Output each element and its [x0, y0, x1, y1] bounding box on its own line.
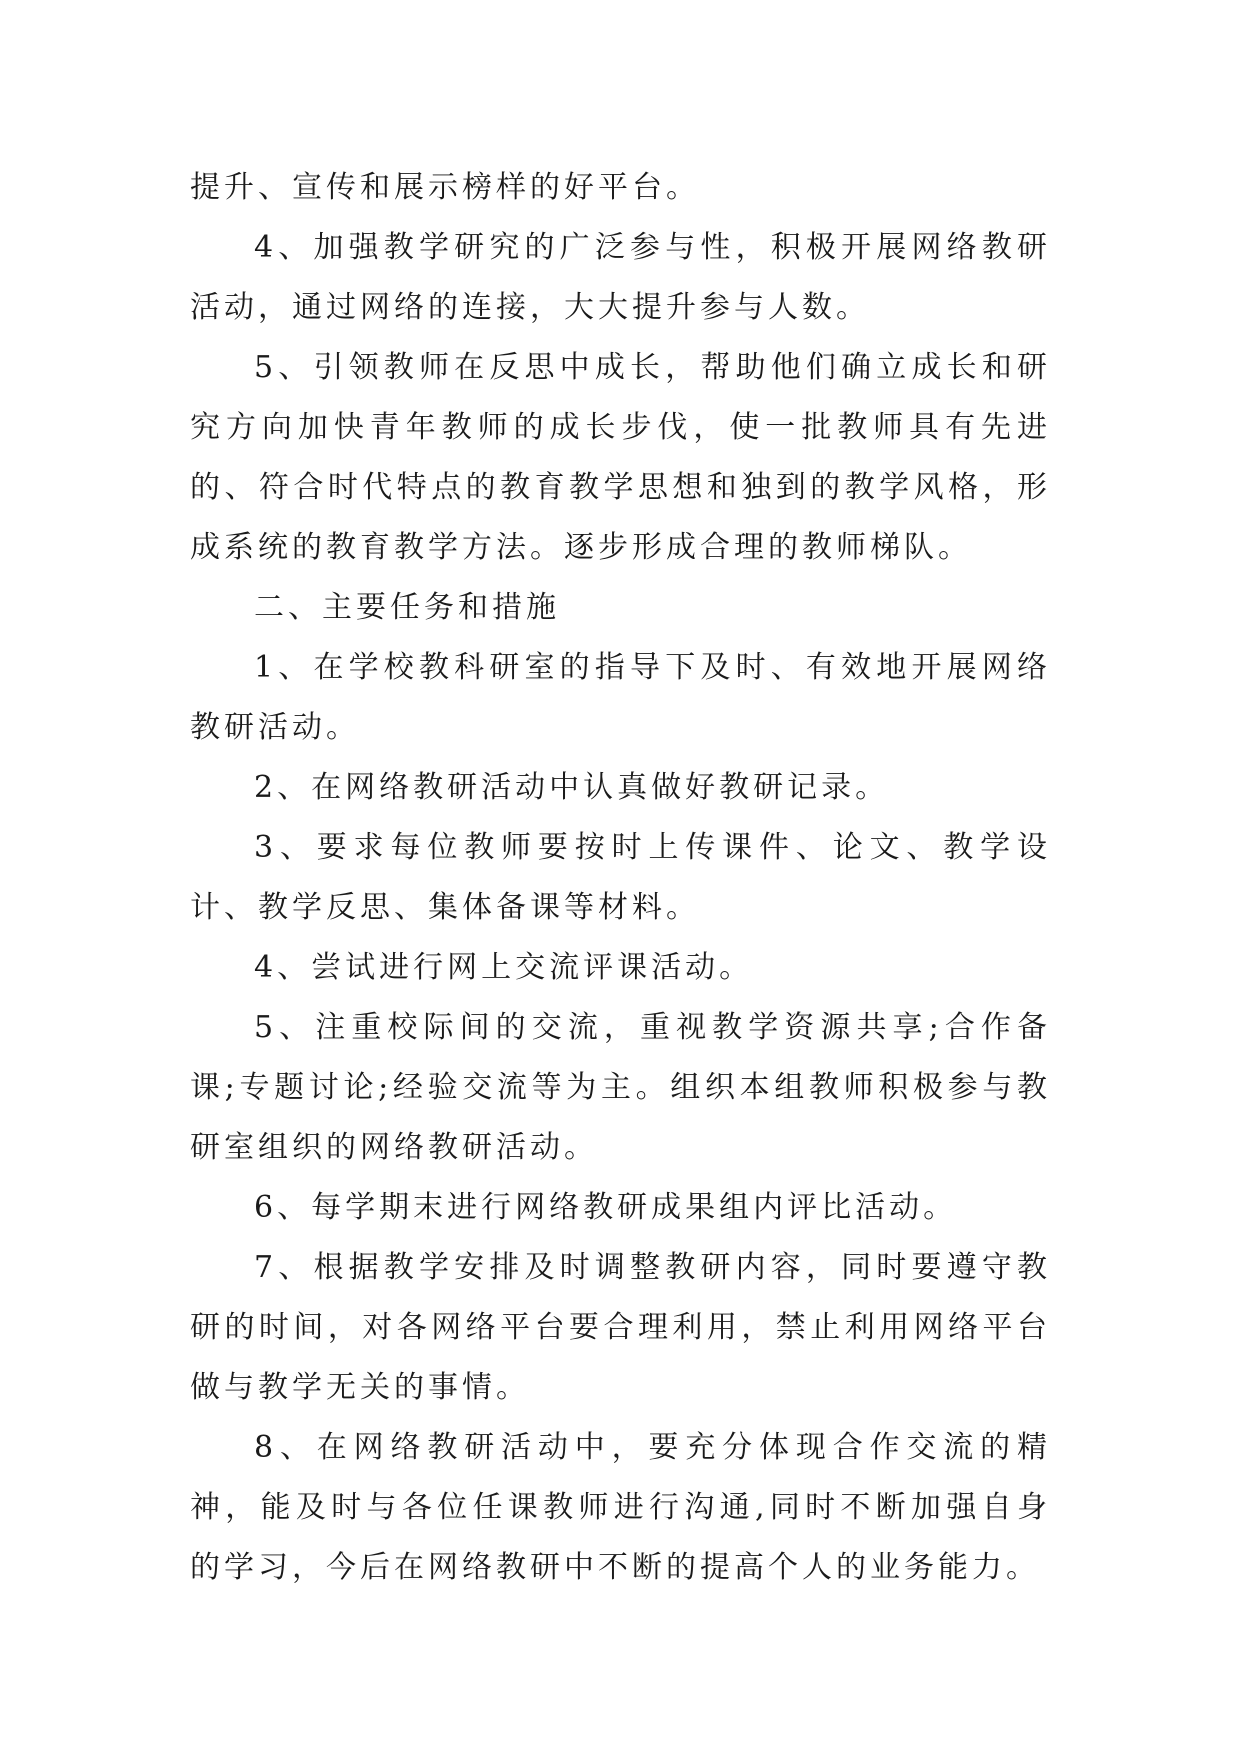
document-body [190, 158, 1051, 1598]
paragraph-9: 5、注重校际间的交流，重视教学资源共享;合作备课;专题讨论;经验交流等为主。组织本组教师积极参与教研室组织的网络教研活动。 [190, 1010, 1051, 1165]
section-heading: 二、主要任务和措施 [254, 590, 560, 625]
paragraph-11: 7、根据教学安排及时调整教研内容，同时要遵守教研的时间，对各网络平台要合理利用，禁止利用网络平台做与教学无关的事情。 [190, 1250, 1051, 1405]
paragraph-8: 4、尝试进行网上交流评课活动。 [254, 950, 754, 985]
paragraph-2: 4、加强教学研究的广泛参与性，积极开展网络教研活动，通过网络的连接，大大提升参与人数。 [190, 230, 1051, 325]
paragraph-6: 2、在网络教研活动中认真做好教研记录。 [254, 770, 890, 805]
paragraph-12: 8、在网络教研活动中，要充分体现合作交流的精神，能及时与各位任课教师进行沟通,同时不断加强自身的学习，今后在网络教研中不断的提高个人的业务能力。 [190, 1430, 1051, 1585]
paragraph-5: 1、在学校教科研室的指导下及时、有效地开展网络教研活动。 [190, 650, 1051, 745]
paragraph-10: 6、每学期末进行网络教研成果组内评比活动。 [254, 1190, 958, 1225]
paragraph-7: 3、要求每位教师要按时上传课件、论文、教学设计、教学反思、集体备课等材料。 [190, 830, 1051, 925]
paragraph-1: 提升、宣传和展示榜样的好平台。 [190, 170, 700, 205]
paragraph-3: 5、引领教师在反思中成长，帮助他们确立成长和研究方向加快青年教师的成长步伐，使一批教师具有先进的、符合时代特点的教育教学思想和独到的教学风格，形成系统的教育教学方法。逐步形成合理的教师梯队。 [190, 350, 1051, 565]
